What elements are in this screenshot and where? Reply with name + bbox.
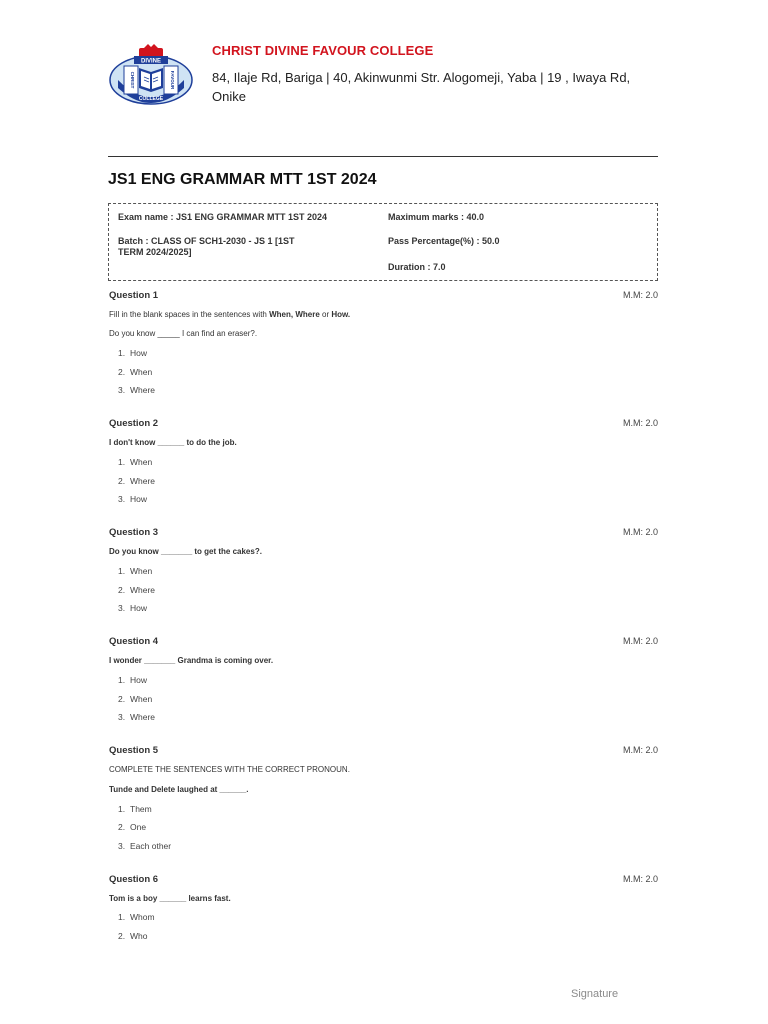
exam-info-box [108,203,658,281]
school-crest-logo [108,44,194,106]
question-prompt: Do you know _____ I can find an eraser?. [109,329,258,338]
option-number: 3. [118,603,126,613]
option-1[interactable] [118,675,147,685]
crest-right-text: FAVOUR [170,70,175,90]
option-1[interactable] [118,566,152,576]
option-2[interactable] [118,585,155,595]
batch: Batch : CLASS OF SCH1-2030 - JS 1 [1ST TERM 2024/2025] [118,236,295,257]
option-label: How [130,603,148,613]
question-marks: M.M: 2.0 [622,874,658,884]
college-address: 84, Ilaje Rd, Bariga | 40, Akinwunmi Str. Alogomeji, Yaba | 19 , Iwaya Rd, Onike [212,70,631,104]
option-2[interactable] [118,822,146,832]
option-number: 1. [118,804,126,814]
option-1[interactable] [118,804,152,814]
option-label: How [130,675,148,685]
question-marks: M.M: 2.0 [622,745,658,755]
question-prompt: I don't know ______ to do the job. [109,438,237,447]
signature-label: Signature [571,988,619,1000]
instruction-words-2: How. [331,310,351,319]
option-label: When [130,367,153,377]
option-1[interactable] [118,912,155,922]
exam-name: Exam name : JS1 ENG GRAMMAR MTT 1ST 2024 [118,212,328,222]
option-label: How [130,494,148,504]
question-marks: M.M: 2.0 [622,418,658,428]
instruction-prefix: Fill in the blank spaces in the sentences with [109,310,270,319]
option-number: 3. [118,494,126,504]
option-label: When [130,457,153,467]
crest-banner-text: DIVINE [140,58,162,65]
option-2[interactable] [118,931,147,941]
option-label: How [130,348,148,358]
option-label: Each other [130,841,172,851]
pass-percentage: Pass Percentage(%) : 50.0 [388,236,500,246]
option-3[interactable] [118,385,155,395]
maximum-marks: Maximum marks : 40.0 [388,212,485,222]
option-number: 3. [118,385,126,395]
question-title: Question 1 [109,290,159,301]
option-label: When [130,694,153,704]
question-marks: M.M: 2.0 [622,636,658,646]
option-number: 1. [118,912,126,922]
option-label: Where [130,585,156,595]
option-3[interactable] [118,603,147,613]
option-label: When [130,566,153,576]
option-number: 2. [118,694,126,704]
question-title: Question 5 [109,745,159,756]
instruction-words-1: When, Where [269,310,320,319]
option-number: 2. [118,585,126,595]
option-label: Where [130,712,156,722]
question-instruction [109,310,350,319]
option-3[interactable] [118,841,171,851]
question-title: Question 6 [109,874,159,885]
question-prompt: Do you know _______ to get the cakes?. [109,547,262,556]
option-3[interactable] [118,494,147,504]
crest-left-text: CHRIST [130,71,135,89]
option-label: Where [130,385,156,395]
question-marks: M.M: 2.0 [622,290,658,300]
college-name: CHRIST DIVINE FAVOUR COLLEGE [212,43,434,58]
option-label: Who [130,931,148,941]
option-number: 1. [118,675,126,685]
option-2[interactable] [118,367,152,377]
exam-title: JS1 ENG GRAMMAR MTT 1ST 2024 [108,171,377,188]
duration: Duration : 7.0 [388,262,446,272]
header-divider [108,156,658,157]
instruction-or: or [319,310,332,319]
option-number: 2. [118,822,126,832]
option-label: Them [130,804,152,814]
option-label: Where [130,476,156,486]
option-2[interactable] [118,694,152,704]
question-prompt: Tom is a boy ______ learns fast. [109,894,231,903]
option-label: Whom [130,912,155,922]
question-title: Question 3 [109,527,159,538]
question-title: Question 4 [109,636,159,647]
question-instruction: COMPLETE THE SENTENCES WITH THE CORRECT PRONOUN. [109,765,350,774]
option-number: 2. [118,367,126,377]
option-number: 1. [118,566,126,576]
option-1[interactable] [118,457,152,467]
question-prompt: Tunde and Delete laughed at ______. [109,785,249,794]
option-number: 1. [118,457,126,467]
question-marks: M.M: 2.0 [622,527,658,537]
option-number: 3. [118,712,126,722]
crest-bottom-text: COLLEGE [138,96,164,102]
question-prompt: I wonder _______ Grandma is coming over. [109,656,274,665]
option-2[interactable] [118,476,155,486]
option-number: 2. [118,476,126,486]
question-title: Question 2 [109,418,159,429]
option-1[interactable] [118,348,147,358]
college-header [108,40,658,110]
option-label: One [130,822,147,832]
option-3[interactable] [118,712,155,722]
option-number: 3. [118,841,126,851]
option-number: 2. [118,931,126,941]
option-number: 1. [118,348,126,358]
